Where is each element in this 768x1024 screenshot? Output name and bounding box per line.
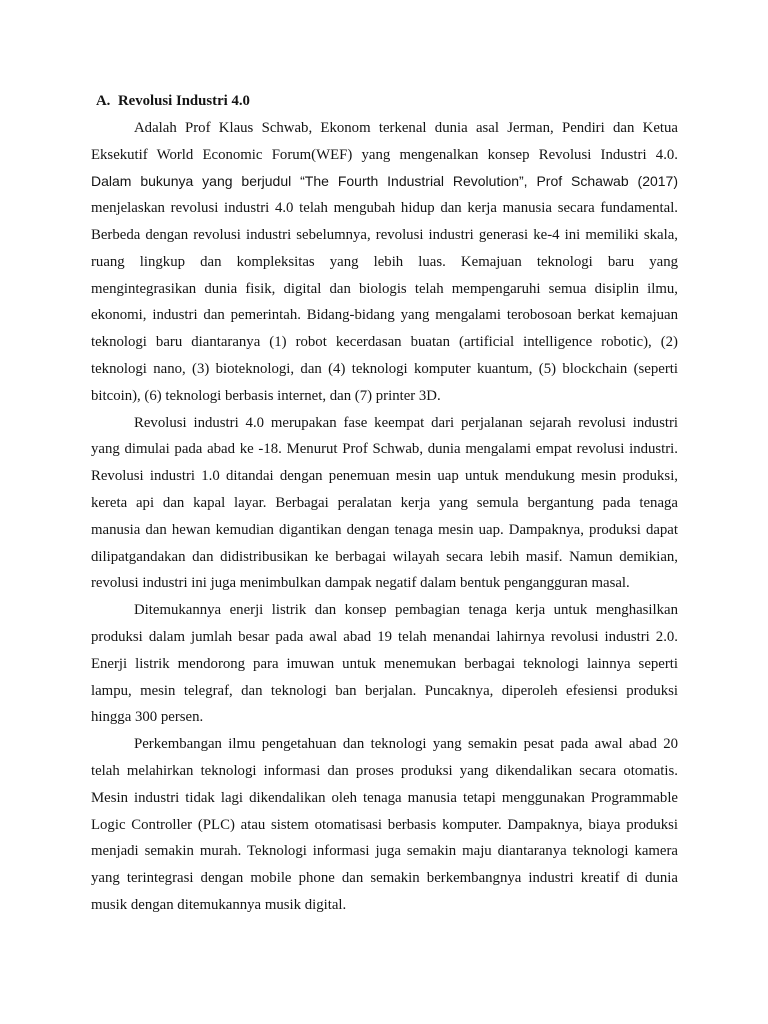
text-line: mengintegrasikan dunia fisik, digital dan biologis telah mempengaruhi semua disiplin ilmu, (91, 280, 678, 297)
text-line: Ditemukannya enerji listrik dan konsep pembagian tenaga kerja untuk menghasilkan (134, 602, 678, 619)
text-line: Enerji listrik mendorong para imuwan untuk menemukan berbagai teknologi lainnya seperti (91, 655, 678, 672)
text-line: Logic Controller (PLC) atau sistem otomatisasi berbasis komputer. Dampaknya, biaya produksi (91, 816, 678, 833)
text-line: teknologi nano, (3) bioteknologi, dan (4) teknologi komputer kuantum, (5) blockchain (seperti (91, 360, 678, 377)
document-body (91, 88, 678, 919)
text-line: ruang lingkup dan kompleksitas yang lebih luas. Kemajuan teknologi baru yang (91, 253, 678, 270)
text-line: Eksekutif World Economic Forum(WEF) yang mengenalkan konsep Revolusi Industri 4.0. (91, 146, 678, 163)
text-line: kereta api dan kapal layar. Berbagai peralatan kerja yang semula bergantung pada tenaga (91, 494, 678, 511)
text-line: bitcoin), (6) teknologi berbasis internet, dan (7) printer 3D. (91, 387, 441, 404)
text-line: dilipatgandakan dan didistribusikan ke berbagai wilayah secara lebih masif. Namun demikian, (91, 548, 678, 565)
text-line: manusia dan hewan kemudian digantikan dengan tenaga mesin uap. Dampaknya, produksi dapat (91, 521, 678, 538)
text-line: Revolusi industri 4.0 merupakan fase keempat dari perjalanan sejarah revolusi industri (134, 414, 678, 431)
text-line: Mesin industri tidak lagi dikendalikan oleh tenaga manusia tetapi menggunakan Programmable (91, 789, 678, 806)
text-line: hingga 300 persen. (91, 709, 204, 726)
text-line: musik dengan ditemukannya musik digital. (91, 896, 347, 913)
text-line: Adalah Prof Klaus Schwab, Ekonom terkenal dunia asal Jerman, Pendiri dan Ketua (134, 119, 678, 136)
paragraph-3 (91, 597, 678, 731)
text-line: revolusi industri ini juga menimbulkan dampak negatif dalam bentuk pengangguran masal. (91, 575, 630, 592)
section-number: A. (96, 93, 111, 109)
text-line: ekonomi, industri dan pemerintah. Bidang-bidang yang mengalami terobosoan berkat kemajuan (91, 307, 678, 324)
paragraph-1 (91, 115, 678, 410)
paragraph-4 (91, 731, 678, 919)
text-line: telah melahirkan teknologi informasi dan proses produksi yang dikendalikan secara otomatis. (91, 762, 678, 779)
section-title: Revolusi Industri 4.0 (117, 93, 250, 109)
text-line: Perkembangan ilmu pengetahuan dan teknologi yang semakin pesat pada awal abad 20 (134, 736, 678, 753)
text-line: Berbeda dengan revolusi industri sebelumnya, revolusi industri generasi ke-4 ini memiliki skala, (91, 226, 678, 243)
text-line: Dalam bukunya yang berjudul “The Fourth Industrial Revolution”, Prof Schawab (2017) (91, 173, 678, 190)
text-line: teknologi baru diantaranya (1) robot kecerdasan buatan (artificial intelligence robotic), (2) (91, 334, 678, 351)
section-heading (91, 88, 678, 115)
text-line: yang dimulai pada abad ke -18. Menurut Prof Schwab, dunia mengalami empat revolusi industri. (91, 441, 678, 458)
text-line: menjadi semakin murah. Teknologi informasi juga semakin maju diantaranya teknologi kamera (91, 843, 678, 860)
text-line: lampu, mesin telegraf, dan teknologi ban berjalan. Puncaknya, diperoleh efesiensi produksi (91, 682, 678, 699)
paragraph-2 (91, 410, 678, 598)
text-line: Revolusi industri 1.0 ditandai dengan penemuan mesin uap untuk mendukung mesin produksi, (91, 468, 678, 485)
text-line: produksi dalam jumlah besar pada awal abad 19 telah menandai lahirnya revolusi industri 2.0. (91, 628, 678, 645)
text-line: menjelaskan revolusi industri 4.0 telah mengubah hidup dan kerja manusia secara fundamental. (91, 200, 678, 217)
text-line: yang terintegrasi dengan mobile phone dan semakin berkembangnya industri kreatif di dunia (91, 870, 678, 887)
